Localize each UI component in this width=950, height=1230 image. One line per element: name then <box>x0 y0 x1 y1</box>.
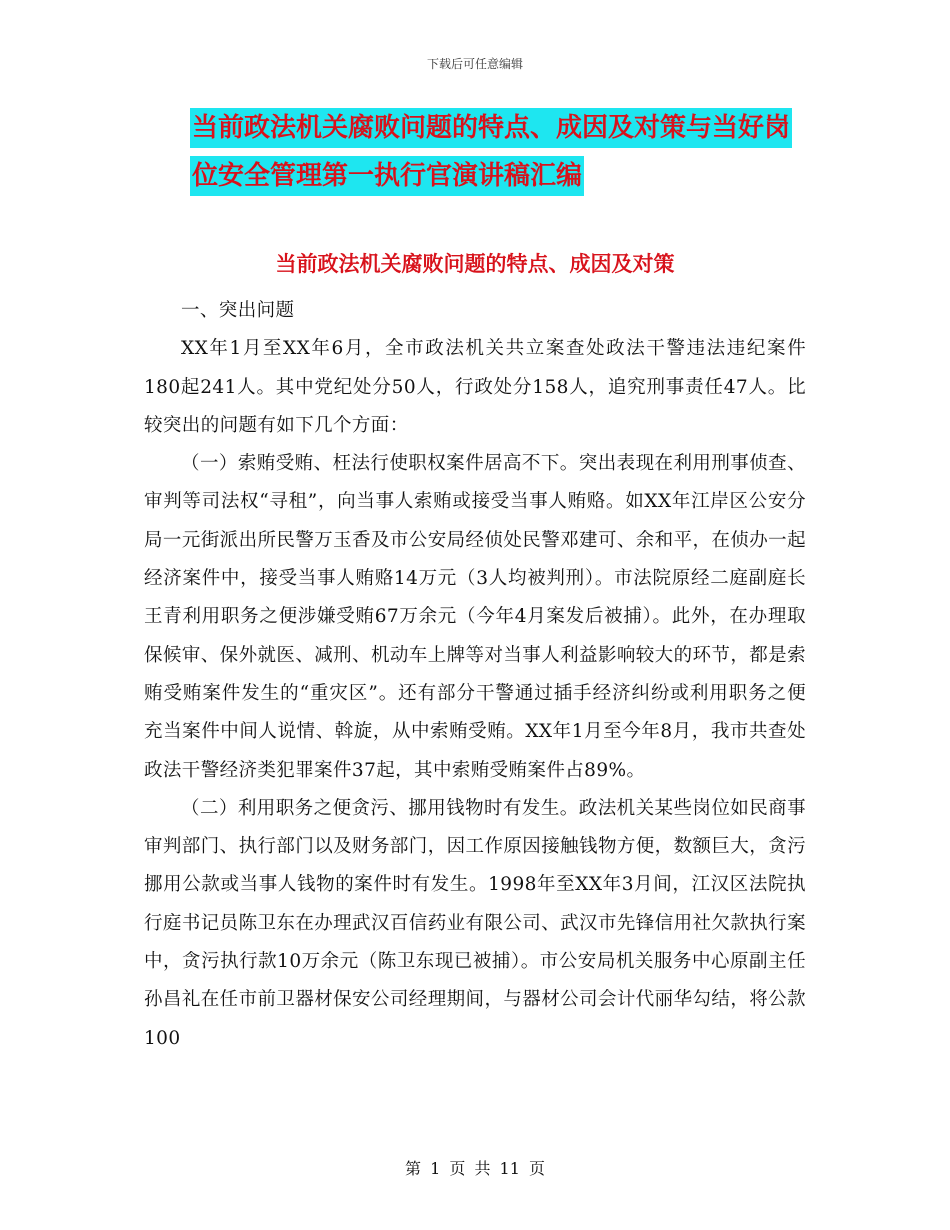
page-footer: 第 1 页 共 11 页 <box>405 1159 545 1178</box>
paragraph: XX年1月至XX年6月，全市政法机关共立案查处政法干警违法违纪案件180起241人。其中党纪处分50人，行政处分158人，追究刑事责任47人。比较突出的问题有如下几个方面： <box>144 338 806 436</box>
title-line-1: 当前政法机关腐败问题的特点、成因及对策与当好岗 <box>190 108 792 148</box>
paragraph-heading: 一、突出问题 <box>181 300 295 321</box>
section-title: 当前政法机关腐败问题的特点、成因及对策 <box>275 251 675 276</box>
title-line-2: 位安全管理第一执行官演讲稿汇编 <box>190 156 584 196</box>
page-header: 下载后可任意编辑 <box>426 57 523 71</box>
body-text <box>144 292 806 1058</box>
paragraph: （一）索贿受贿、枉法行使职权案件居高不下。突出表现在利用刑事侦查、审判等司法权“寻租”，向当事人索贿或接受当事人贿赂。如XX年江岸区公安分局一元街派出所民警万玉香及市公安局经侦处民警邓建可、余和平，在侦办一起经济案件中，接受当事人贿赂14万元（3人均被判刑）。市法院原经二庭副庭长王青利用职务之便涉嫌受贿67万余元（今年4月案发后被捕）。此外，在办理取保候审、保外就医、减刑、机动车上牌等对当事人利益影响较大的环节，都是索贿受贿案件发生的“重灾区”。还有部分干警通过插手经济纠纷或利用职务之便充当案件中间人说情、斡旋，从中索贿受贿。XX年1月至今年8月，我市共查处政法干警经济类犯罪案件37起，其中索贿受贿案件占89%。 <box>144 453 806 781</box>
paragraph: （二）利用职务之便贪污、挪用钱物时有发生。政法机关某些岗位如民商事审判部门、执行部门以及财务部门，因工作原因接触钱物方便，数额巨大，贪污挪用公款或当事人钱物的案件时有发生。1998年至XX年3月间，江汉区法院执行庭书记员陈卫东在办理武汉百信药业有限公司、武汉市先锋信用社欠款执行案中，贪污执行款10万余元（陈卫东现已被捕）。市公安局机关服务中心原副主任孙昌礼在任市前卫器材保安公司经理期间，与器材公司会计代丽华勾结，将公款100 <box>144 797 806 1049</box>
